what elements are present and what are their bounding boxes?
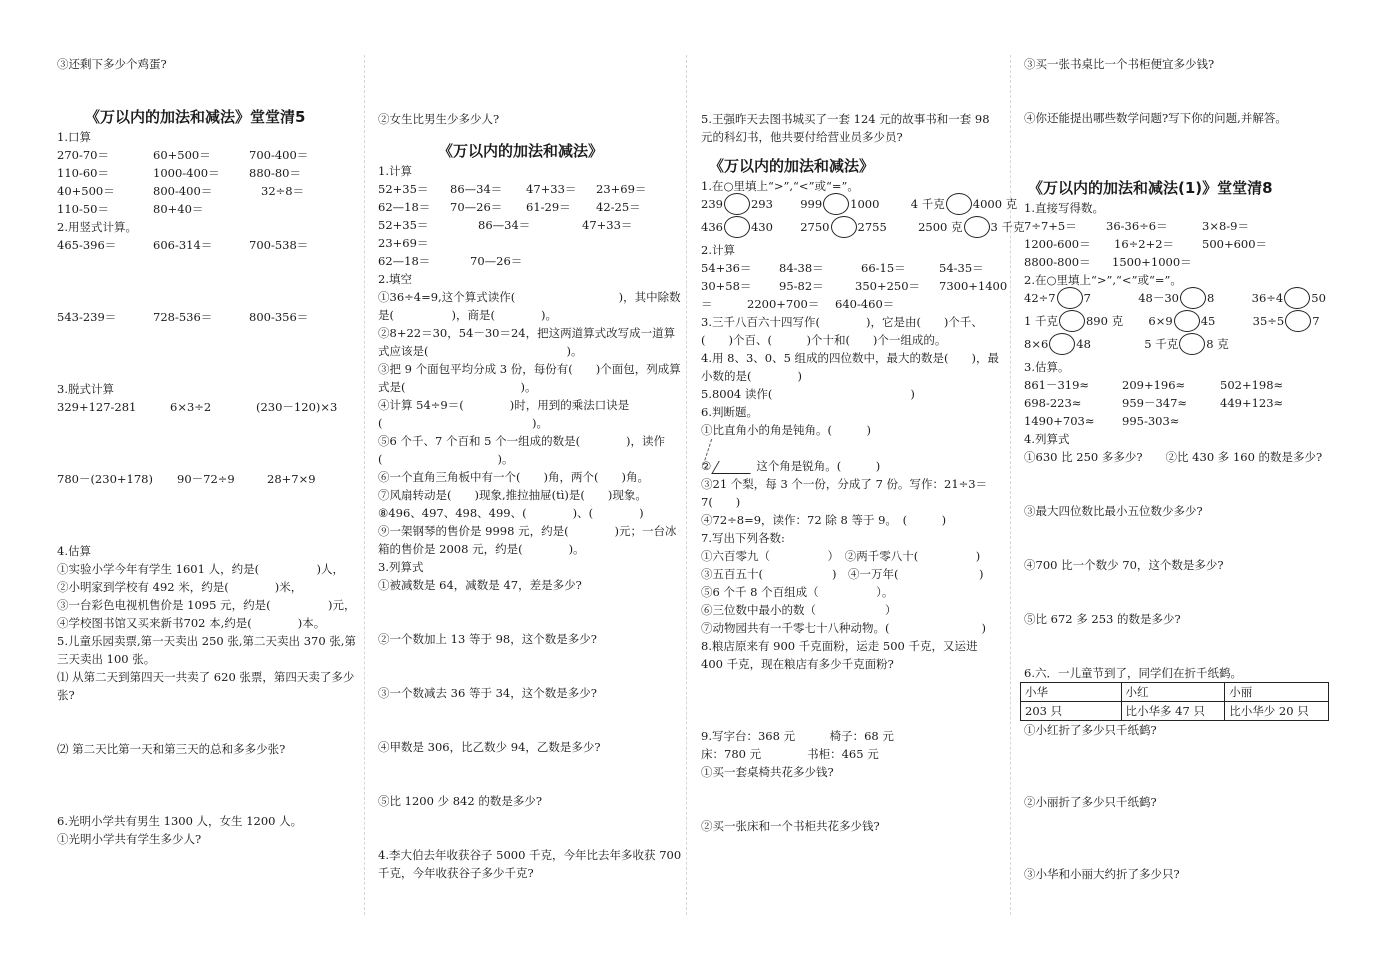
compare-value: 6×9 [1148,314,1173,328]
fill-item: ⑧496、497、498、499、( )、( ) [378,506,644,520]
compare-row [701,218,1025,241]
table-header-cell: 小红 [1121,683,1225,702]
list-problem: ⑤比 672 多 253 的数是多少? [1024,612,1181,626]
compare-value: 1 千克 [1024,314,1058,328]
list-problem: ①630 比 250 多多少? ②比 430 多 160 的数是多少? [1024,450,1323,464]
section-heading: 2.在○里填上“>”,“<”或“=”。 [1024,273,1182,287]
problem: 2200+700＝ [747,297,820,311]
fill-item: ③把 9 个面包平均分成 3 份，每份有( )个面包，列成算式是( )。 [378,362,681,394]
compare-circle[interactable] [823,193,849,215]
problem: 1200-600＝ [1024,237,1091,251]
compare-value: 8 克 [1206,337,1229,351]
fill-item: ⑥一个直角三角板中有一个( )角，两个( )角。 [378,470,649,484]
estimate-item: ②小明家到学校有 492 米，约是( )米， [57,580,303,594]
compare-value: 7 [1312,314,1320,328]
column-2 [378,55,683,882]
calc-row [378,198,683,216]
problem: 880-80＝ [249,166,301,180]
column-1 [57,55,362,848]
judge-item [701,457,1001,475]
compare-value: 50 [1311,291,1326,305]
problem: 1490+703≈ [1024,414,1095,428]
problem: 350+250＝ [855,279,921,293]
section-heading: 1.计算 [378,164,412,178]
sub-question: ①小红折了多少只千纸鹤? [1024,723,1157,737]
column-4 [1024,55,1329,883]
word-problem: 4.李大伯去年收获谷子 5000 千克，今年比去年多收获 700 千克，今年收获谷子多少千克? [378,848,682,880]
section-heading: 1.在○里填上“>”,“<”或“=”。 [701,179,859,193]
fill-item: ④计算 54÷9＝( )时，用到的乘法口诀是( )。 [378,398,630,430]
section-heading: 2.填空 [378,272,412,286]
sub-question: ①买一套桌椅共花多少钱? [701,765,834,779]
estimate-row [1024,376,1329,394]
section-heading: 1.直接写得数。 [1024,201,1104,215]
problem: 62—18＝ [378,254,431,268]
section-heading: 2.用竖式计算。 [57,220,137,234]
compare-value: 239 [701,197,723,211]
compare-circle[interactable] [1285,310,1311,332]
compare-value: 36÷4 [1251,291,1284,305]
problem: 84-38＝ [779,261,824,275]
compare-value: 3 千克 [990,220,1025,234]
section-title: 《万以内的加法和减法》 [438,142,604,160]
problem: 209+196≈ [1122,378,1186,392]
sub-question: ④你还能提出哪些数学问题?写下你的问题,并解答。 [1024,111,1287,125]
list-problem: ④甲数是 306，比乙数少 94，乙数是多少? [378,740,601,754]
word-problem: 6.六．一儿童节到了，同学们在折千纸鹤。 [1024,666,1242,680]
problem: 54+36＝ [701,261,752,275]
table-cell: 比小华少 20 只 [1225,702,1329,721]
calc-row [701,259,1001,277]
judge-text: 这个角是锐角。( ) [756,459,881,473]
problem: 500+600＝ [1202,237,1268,251]
compare-circle[interactable] [1059,310,1085,332]
problem: 1500+1000＝ [1112,255,1192,269]
problem: 80+40＝ [153,202,204,216]
problem: 52+35＝ [378,218,429,232]
judge-item: ④72÷8=9，读作：72 除 8 等于 9。 ( ) [701,513,947,527]
compare-circle[interactable] [724,193,750,215]
write-item: ③五百五十( ) ④一万年( ) [701,567,984,581]
section-heading: 4.估算 [57,544,91,558]
section-title: 《万以内的加法和减法》 [709,157,875,175]
fill-item: 3.三千八百六十四写作( )，它是由( )个千、( )个百、( )个十和( )个一组成的。 [701,315,983,347]
column-3 [701,55,1025,835]
calc-row [378,180,683,198]
direct-row [1024,253,1329,271]
sub-question: ③买一张书桌比一个书柜便宜多少钱? [1024,57,1215,71]
compare-row [701,195,1018,218]
compare-value: 4 千克 [910,197,945,211]
column-divider [686,55,687,915]
problem: 465-396＝ [57,238,117,252]
problem: 606-314＝ [153,238,213,252]
table-cell: 比小华多 47 只 [1121,702,1225,721]
compare-value: 2750 [800,220,830,234]
compare-circle[interactable] [1284,287,1310,309]
problem: 959－347≈ [1122,396,1188,410]
table-row [1021,683,1329,702]
compare-circle[interactable] [724,216,750,238]
problem: 800-356＝ [249,310,309,324]
angle-icon [712,461,759,474]
estimate-item: ①实验小学今年有学生 1601 人，约是( )人， [57,562,345,576]
estimate-row [1024,394,1329,412]
problem: 110-60＝ [57,166,109,180]
compare-value: 2500 克 [918,220,963,234]
problem: (230－120)×3 [256,400,338,414]
estimate-item: ③一台彩色电视机售价是 1095 元，约是( )元， [57,598,356,612]
problem: 23+69＝ [596,182,647,196]
problem: 780－(230+178) [57,472,153,486]
compare-row [1024,312,1329,335]
stepwise-calc-row [57,398,362,416]
problem: 95-82＝ [779,279,824,293]
problem: 86—34＝ [478,218,531,232]
problem: 995-303≈ [1122,414,1180,428]
problem: 800-400＝ [153,184,213,198]
compare-value: 430 [750,220,773,234]
problem: 54-35＝ [939,261,984,275]
write-item: ⑥三位数中最小的数（ ） [701,603,897,617]
section-heading: 3.列算式 [378,560,424,574]
compare-value: 48 [1076,337,1091,351]
compare-row [1024,289,1329,312]
problem: 1000-400＝ [153,166,220,180]
section-title: 《万以内的加法和减法》堂堂清5 [85,108,306,126]
section-heading: 7.写出下列各数: [701,531,785,545]
compare-value: 436 [701,220,723,234]
compare-value: 5 千克 [1144,337,1179,351]
problem: 502+198≈ [1220,378,1284,392]
sub-question: ①光明小学共有学生多少人? [57,832,202,846]
problem: 329+127-281 [57,400,137,414]
vertical-calc-row [57,308,362,326]
compare-circle[interactable] [1179,333,1205,355]
question: ③还剩下多少个鸡蛋? [57,57,167,71]
problem: 6×3÷2 [170,400,212,414]
compare-value: 8×6 [1024,337,1049,351]
compare-circle[interactable] [946,193,972,215]
compare-circle[interactable] [964,216,990,238]
write-item: ⑤6 个千 8 个百组成（ ）。 [701,585,894,599]
problem: ＝ [701,297,713,311]
section-title: 《万以内的加法和减法(1)》堂堂清8 [1028,179,1273,197]
problem: 60+500＝ [153,148,211,162]
calc-row [378,252,683,270]
judge-prefix: ② [701,459,712,473]
problem: 47+33＝ [526,182,577,196]
angle-figure [701,439,1001,457]
compare-value: 890 克 [1085,314,1124,328]
fill-item: ⑤6 个千、7 个百和 5 个一组成的数是( )，读作( )。 [378,434,666,466]
fill-item: 5.8004 读作( ) [701,387,915,401]
compare-circle[interactable] [831,216,857,238]
compare-circle[interactable] [1049,333,1075,355]
problem: 52+35＝ [378,182,429,196]
list-problem: ④700 比一个数少 70，这个数是多少? [1024,558,1224,572]
calc-row [701,277,1008,295]
word-problem: 8.粮店原来有 900 千克面粉，运走 500 千克，又运进 400 千克，现在粮店有多少千克面粉? [701,639,978,671]
word-problem: 5.王强昨天去图书城买了一套 124 元的故事书和一套 98 元的科幻书，他共要付给营业员多少员? [701,112,990,144]
compare-row [1024,335,1329,358]
problem: 62—18＝ [378,200,431,214]
problem: 110-50＝ [57,202,109,216]
write-item: ①六百零九（ ） ②两千零八十( ) [701,549,981,563]
section-heading: 1.口算 [57,130,91,144]
compare-value: 7 [1083,291,1091,305]
problem: 30+58＝ [701,279,752,293]
problem: 16÷2+2＝ [1114,237,1175,251]
crane-table [1020,682,1329,721]
sub-question: ③小华和小丽大约折了多少只? [1024,867,1180,881]
sub-question: ②买一张床和一个书柜共花多少钱? [701,819,880,833]
sub-question: ⑴ 从第二天到第四天一共卖了 620 张票，第四天卖了多少张? [57,670,355,702]
problem: 47+33＝ [582,218,633,232]
problem: 700-400＝ [249,148,309,162]
judge-item: ③21 个梨，每 3 个一份，分成了 7 份。写作：21÷3＝7( ) [701,477,988,509]
list-problem: ③最大四位数比最小五位数少多少? [1024,504,1203,518]
direct-row [1024,235,1329,253]
problem: 23+69＝ [378,236,429,250]
section-heading: 3.估算。 [1024,360,1070,374]
problem: 40+500＝ [57,184,115,198]
problem: 70—26＝ [450,200,503,214]
problem: 728-536＝ [153,310,213,324]
fill-item: ①36÷4=9,这个算式读作( )，其中除数是( )，商是( )。 [378,290,681,322]
problem: 70—26＝ [470,254,523,268]
table-header-cell: 小丽 [1225,683,1329,702]
price-line: 9.写字台：368 元 椅子：68 元 [701,729,894,743]
problem: 270-70＝ [57,148,109,162]
price-line: 床：780 元 书柜：465 元 [701,747,879,761]
compare-value: 45 [1200,314,1216,328]
section-heading: 4.列算式 [1024,432,1070,446]
problem: 3×8-9＝ [1202,219,1249,233]
sub-question: ②小丽折了多少只千纸鹤? [1024,795,1157,809]
table-row [1021,702,1329,721]
compare-value: 999 [800,197,823,211]
problem: 66-15＝ [861,261,906,275]
problem: 640-460＝ [835,297,895,311]
problem: 86—34＝ [450,182,503,196]
sub-question: ⑵ 第二天比第一天和第三天的总和多多少张? [57,742,286,756]
problem: 61-29＝ [526,200,571,214]
problem: 7300+1400 [939,279,1008,293]
list-problem: ③一个数减去 36 等于 34，这个数是多少? [378,686,597,700]
question: ②女生比男生少多少人? [378,112,500,126]
column-divider [1010,55,1011,915]
direct-row [1024,217,1329,235]
calc-row [701,295,1001,313]
problem: 698-223≈ [1024,396,1082,410]
fill-item: ⑦风扇转动是( )现象,推拉抽屉(tì)是( )现象。 [378,488,647,502]
compare-value: 42÷7 [1024,291,1056,305]
problem: 90－72÷9 [177,472,235,486]
problem: 543-239＝ [57,310,117,324]
vertical-calc-row [57,236,362,254]
oral-calc-grid [57,146,362,218]
fill-item: 4.用 8、3、0、5 组成的四位数中，最大的数是( )，最小数的是( ) [701,351,1000,383]
problem: 7÷7+5＝ [1024,219,1077,233]
compare-circle[interactable] [1180,287,1206,309]
problem: 8800-800＝ [1024,255,1091,269]
compare-value: 2755 [857,220,887,234]
section-heading: 3.脱式计算 [57,382,114,396]
section-heading: 2.计算 [701,243,735,257]
list-problem: ⑤比 1200 少 842 的数是多少? [378,794,543,808]
word-problem: 6.光明小学共有男生 1300 人，女生 1200 人。 [57,814,303,828]
compare-value: 48－30 [1138,291,1180,305]
table-header-cell: 小华 [1021,683,1122,702]
compare-value: 35÷5 [1252,314,1285,328]
compare-value: 293 [750,197,773,211]
stepwise-calc-row [57,470,362,488]
problem: 28+7×9 [267,472,316,486]
column-divider [364,55,365,915]
problem: 700-538＝ [249,238,309,252]
fill-item: ⑨一架钢琴的售价是 9998 元，约是( )元；一台冰箱的售价是 2008 元，约是( )。 [378,524,677,556]
list-problem: ①被减数是 64，减数是 47，差是多少? [378,578,582,592]
compare-value: 4000 克 [972,197,1018,211]
write-item: ⑦动物园共有一千零七十八种动物。( ) [701,621,986,635]
judge-item: ①比直角小的角是钝角。( ) [701,423,871,437]
problem: 449+123≈ [1220,396,1284,410]
estimate-item: ④学校图书馆又买来新书702 本,约是( )本。 [57,616,326,630]
compare-value: 8 [1207,291,1215,305]
problem: 861－319≈ [1024,378,1090,392]
compare-circle[interactable] [1174,310,1200,332]
calc-row [378,216,683,234]
compare-value: 1000 [850,197,880,211]
table-cell: 203 只 [1021,702,1122,721]
problem: 36-36÷6＝ [1106,219,1168,233]
problem: 42-25＝ [596,200,641,214]
problem: 32÷8＝ [261,184,305,198]
fill-item: ②8+22＝30，54－30＝24，把这两道算式改写成一道算式应该是( )。 [378,326,676,358]
estimate-row [1024,412,1329,430]
compare-circle[interactable] [1057,287,1083,309]
section-heading: 6.判断题。 [701,405,758,419]
word-problem: 5.儿童乐园卖票,第一天卖出 250 张,第二天卖出 370 张,第三天卖出 100 张。 [57,634,356,666]
list-problem: ②一个数加上 13 等于 98，这个数是多少? [378,632,597,646]
